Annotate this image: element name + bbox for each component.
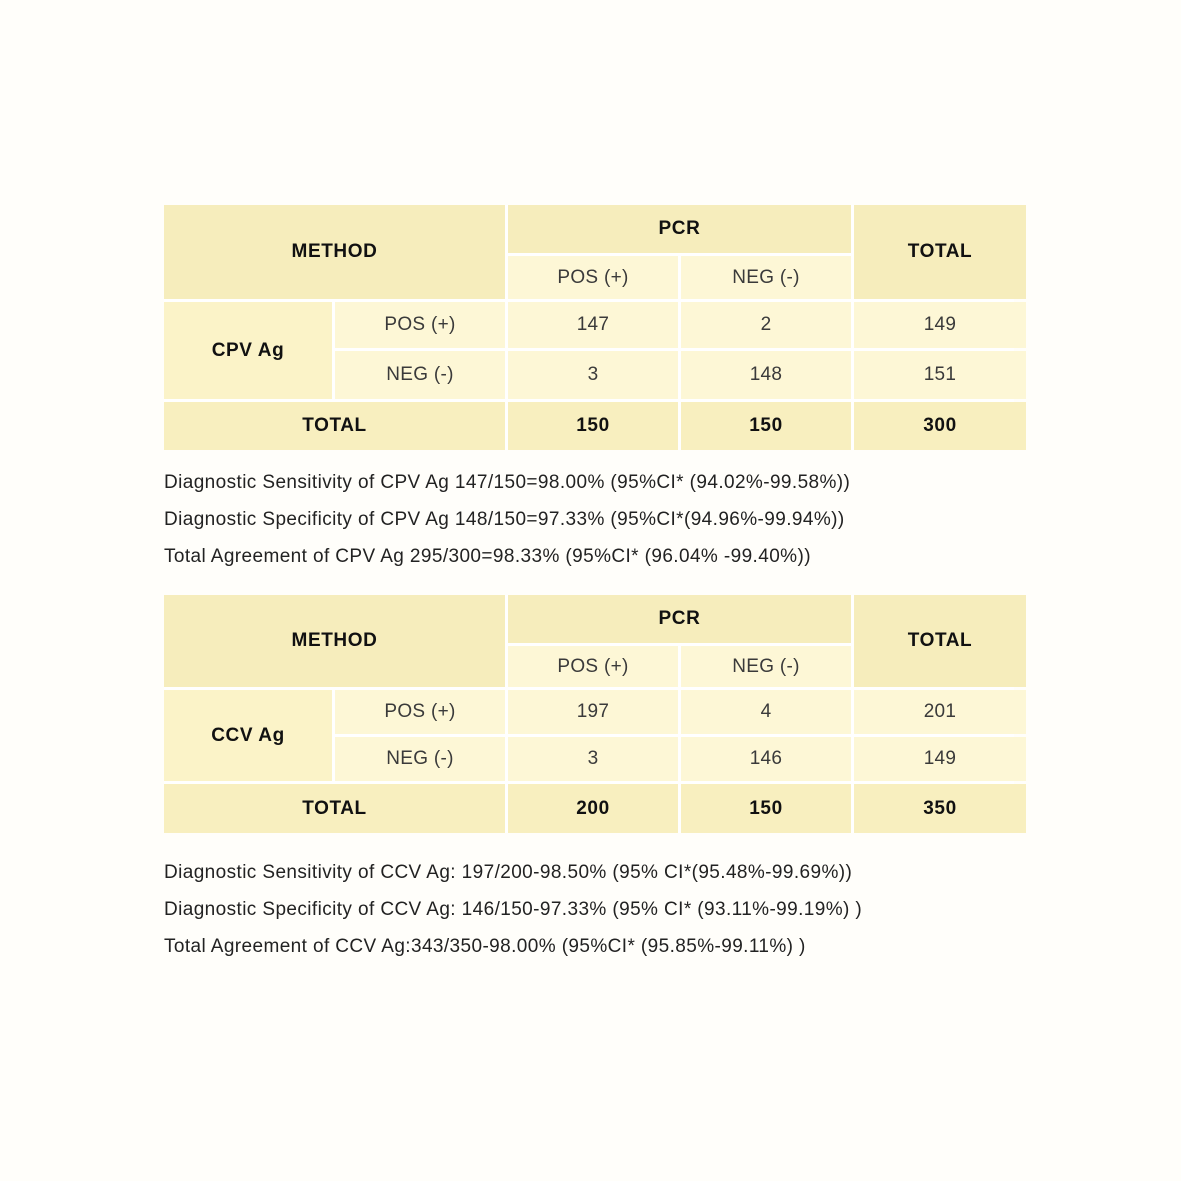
pcr-neg-header: NEG (-)	[681, 256, 851, 299]
row-neg-label: NEG (-)	[335, 737, 505, 781]
row-neg-label: NEG (-)	[335, 351, 505, 399]
cell-neg-total: 149	[854, 737, 1026, 781]
cell-neg-pcrpos: 3	[508, 737, 678, 781]
cell-neg-total: 151	[854, 351, 1026, 399]
cpv-sensitivity-text: Diagnostic Sensitivity of CPV Ag 147/150=98.00% (95%CI* (94.02%-99.58%))	[164, 472, 851, 493]
cell-pos-pcrneg: 2	[681, 302, 851, 348]
totals-total: 300	[854, 402, 1026, 450]
row-group-label: CPV Ag	[164, 302, 332, 399]
pcr-neg-header: NEG (-)	[681, 646, 851, 687]
cell-pos-total: 201	[854, 690, 1026, 734]
totals-pcrpos: 150	[508, 402, 678, 450]
pcr-pos-header: POS (+)	[508, 256, 678, 299]
cell-pos-total: 149	[854, 302, 1026, 348]
cell-pos-pcrneg: 4	[681, 690, 851, 734]
cell-pos-pcrpos: 147	[508, 302, 678, 348]
cpv-specificity-text: Diagnostic Specificity of CPV Ag 148/150=97.33% (95%CI*(94.96%-99.94%))	[164, 509, 845, 530]
row-pos-label: POS (+)	[335, 302, 505, 348]
totals-pcrneg: 150	[681, 402, 851, 450]
pcr-pos-header: POS (+)	[508, 646, 678, 687]
totals-total: 350	[854, 784, 1026, 833]
totals-pcrneg: 150	[681, 784, 851, 833]
cell-neg-pcrneg: 148	[681, 351, 851, 399]
ccv-performance-notes	[164, 854, 1064, 965]
ccv-specificity-text: Diagnostic Specificity of CCV Ag: 146/150-97.33% (95% CI* (93.11%-99.19%) )	[164, 899, 863, 920]
cell-neg-pcrpos: 3	[508, 351, 678, 399]
ccv-sensitivity-text: Diagnostic Sensitivity of CCV Ag: 197/200-98.50% (95% CI*(95.48%-99.69%))	[164, 862, 853, 883]
cpv-agreement-text: Total Agreement of CPV Ag 295/300=98.33% (95%CI* (96.04% -99.40%))	[164, 546, 811, 567]
ccv-agreement-text: Total Agreement of CCV Ag:343/350-98.00% (95%CI* (95.85%-99.11%) )	[164, 936, 806, 957]
totals-pcrpos: 200	[508, 784, 678, 833]
cell-pos-pcrpos: 197	[508, 690, 678, 734]
method-header: METHOD	[164, 205, 505, 299]
pcr-header: PCR	[508, 595, 851, 643]
row-pos-label: POS (+)	[335, 690, 505, 734]
pcr-header: PCR	[508, 205, 851, 253]
total-header: TOTAL	[854, 205, 1026, 299]
cpv-performance-notes	[164, 464, 1064, 575]
totals-row-label: TOTAL	[164, 402, 505, 450]
row-group-label: CCV Ag	[164, 690, 332, 781]
total-header: TOTAL	[854, 595, 1026, 687]
ccv-results-table	[164, 595, 1014, 833]
cell-neg-pcrneg: 146	[681, 737, 851, 781]
cpv-results-table	[164, 205, 1014, 450]
method-header: METHOD	[164, 595, 505, 687]
totals-row-label: TOTAL	[164, 784, 505, 833]
